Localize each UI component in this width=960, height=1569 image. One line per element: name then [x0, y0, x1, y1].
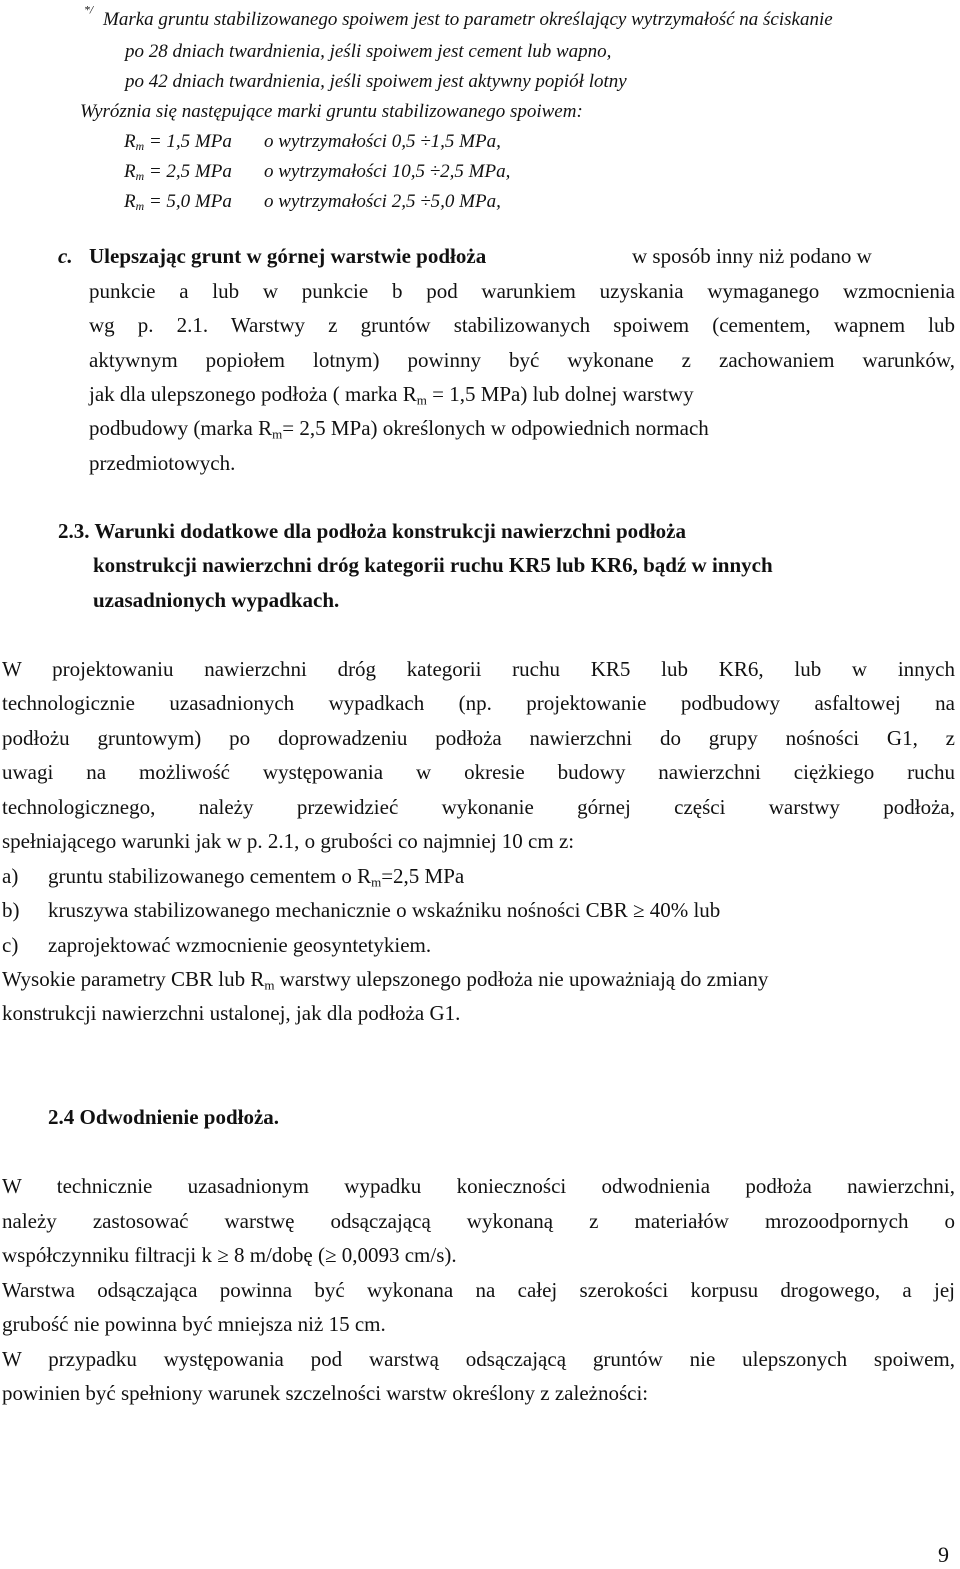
body-line: Warstwa odsączająca powinna być wykonana na całej szerokości korpusu drogowego, a jej	[2, 1278, 955, 1302]
grade-desc: o wytrzymałości 10,5 ÷2,5 MPa,	[264, 161, 511, 182]
point-c-line: przedmiotowych.	[89, 451, 236, 475]
body-line: technologicznego, należy przewidzieć wykonanie górnej części warstwy podłoża,	[2, 795, 955, 819]
body-line: technologicznie uzasadnionych wypadkach (np. projektowanie podbudowy asfaltowej na	[2, 691, 955, 715]
body-line: spełniającego warunki jak w p. 2.1, o grubości co najmniej 10 cm z:	[2, 829, 575, 853]
list-item-label: b)	[2, 898, 20, 922]
section-heading: konstrukcji nawierzchni dróg kategorii ruchu KR5 lub KR6, bądź w innych	[93, 553, 773, 577]
point-c-bold-lead: Ulepszając grunt w górnej warstwie podłoża	[89, 244, 487, 268]
grade-desc: o wytrzymałości 0,5 ÷1,5 MPa,	[264, 131, 501, 152]
list-item-label: a)	[2, 864, 19, 888]
grade-row: $R_m = 2,5$ MPa	[124, 161, 232, 183]
footnote-mark: */	[84, 3, 94, 17]
body-line: uwagi na możliwość występowania w okresie budowy nawierzchni ciężkiego ruchu	[2, 760, 955, 784]
list-item: kruszywa stabilizowanego mechanicznie o wskaźniku nośności CBR ≥ 40% lub	[48, 898, 721, 922]
section-heading: 2.4 Odwodnienie podłoża.	[48, 1105, 280, 1129]
body-line: W projektowaniu nawierzchni dróg kategorii ruchu KR5 lub KR6, lub w innych	[2, 657, 955, 681]
body-line: współczynniku filtracji k ≥ 8 m/dobę (≥ 0,0093 cm/s).	[2, 1243, 457, 1267]
footnote-line: po 42 dniach twardnienia, jeśli spoiwem jest aktywny popiół lotny	[125, 71, 627, 92]
point-c-line1: w sposób inny niż podano w	[632, 244, 872, 268]
body-line: W przypadku występowania pod warstwą odsączającą gruntów nie ulepszonych spoiwem,	[2, 1347, 955, 1371]
list-item-label: c)	[2, 933, 19, 957]
body-line: powinien być spełniony warunek szczelności warstw określony z zależności:	[2, 1381, 649, 1405]
page-number: 9	[938, 1542, 949, 1567]
grade-row: $R_m = 5,0$ MPa	[124, 191, 232, 213]
footnote-line: po 28 dniach twardnienia, jeśli spoiwem jest cement lub wapno,	[125, 41, 612, 62]
footnote-line: Wyróznia się następujące marki gruntu stabilizowanego spoiwem:	[80, 101, 583, 122]
body-line: grubość nie powinna być mniejsza niż 15 cm.	[2, 1312, 386, 1336]
point-c-label: c.	[58, 244, 73, 268]
point-c-line: aktywnym popiołem lotnym) powinny być wykonane z zachowaniem warunków,	[89, 348, 955, 372]
point-c-line: wg p. 2.1. Warstwy z gruntów stabilizowanych spoiwem (cementem, wapnem lub	[89, 313, 955, 337]
grade-row: $R_m = 1,5$ MPa	[124, 131, 232, 153]
grade-desc: o wytrzymałości 2,5 ÷5,0 MPa,	[264, 191, 501, 212]
body-line: W technicznie uzasadnionym wypadku konieczności odwodnienia podłoża nawierzchni,	[2, 1174, 955, 1198]
body-line: podłożu gruntowym) po doprowadzeniu podłoża nawierzchni do grupy nośności G1, z	[2, 726, 955, 750]
body-line: konstrukcji nawierzchni ustalonej, jak dla podłoża G1.	[2, 1001, 461, 1025]
body-line: należy zastosować warstwę odsączającą wykonaną z materiałów mrozoodpornych o	[2, 1209, 955, 1233]
point-c-line: jak dla ulepszonego podłoża ( marka $R_m = 1,5$ MPa) lub dolnej warstwy	[89, 382, 694, 408]
list-item: zaprojektować wzmocnienie geosyntetykiem.	[48, 933, 432, 957]
footnote-line: Marka gruntu stabilizowanego spoiwem jest to parametr określający wytrzymałość na ściskanie	[103, 9, 833, 30]
point-c-line: podbudowy (marka $R_m= 2,5$ MPa) określonych w odpowiednich normach	[89, 416, 709, 442]
list-item: gruntu stabilizowanego cementem o $R_m=2,5$ MPa	[48, 864, 465, 890]
section-heading: 2.3. Warunki dodatkowe dla podłoża konstrukcji nawierzchni podłoża	[58, 519, 686, 543]
body-line: Wysokie parametry CBR lub $R_m$ warstwy ulepszonego podłoża nie upoważniają do zmiany	[2, 967, 769, 993]
point-c-line: punkcie a lub w punkcie b pod warunkiem uzyskania wymaganego wzmocnienia	[89, 279, 955, 303]
section-heading: uzasadnionych wypadkach.	[93, 588, 340, 612]
